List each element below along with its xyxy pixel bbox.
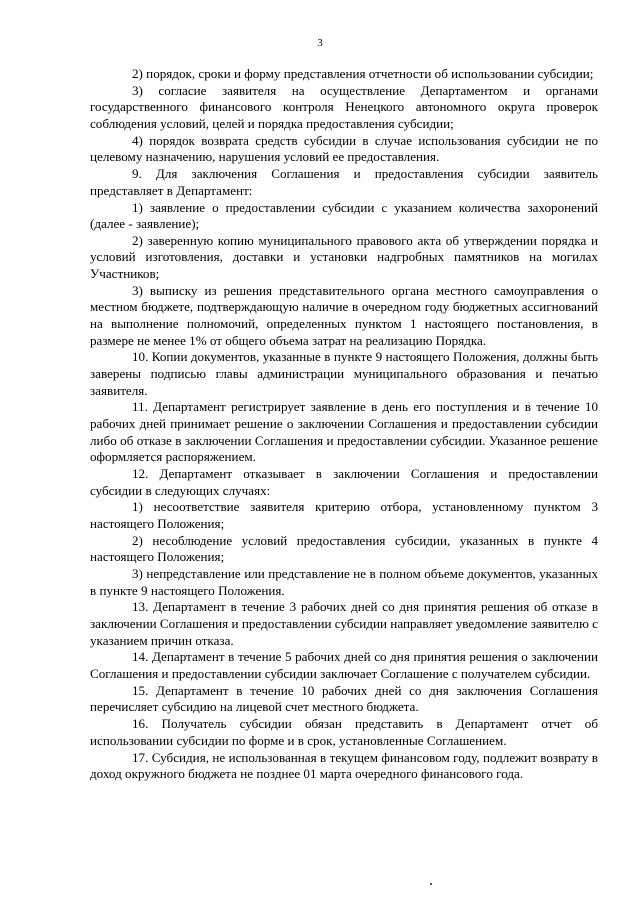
paragraph: 14. Департамент в течение 5 рабочих дней со дня принятия решения о заключении Соглашения и предоставлении субсидии заключает Соглашение с получателем субсидии. — [90, 649, 598, 681]
paragraph: 2) несоблюдение условий предоставления субсидии, указанных в пункте 4 настоящего Положения; — [90, 532, 598, 565]
paragraph: 15. Департамент в течение 10 рабочих дней со дня заключения Соглашения перечисляет субсидию на лицевой счет местного бюджета. — [90, 682, 598, 715]
paragraph: 1) заявление о предоставлении субсидии с указанием количества захоронений (далее - заявление); — [90, 199, 598, 232]
scan-speck — [430, 883, 432, 885]
paragraph: 3) непредставление или представление не в полном объеме документов, указанных в пункте 9 настоящего Положения. — [90, 566, 598, 598]
paragraph: 4) порядок возврата средств субсидии в случае использования субсидии не по целевому назначению, нарушения условий ее предоставления. — [90, 132, 598, 165]
paragraph: 16. Получатель субсидии обязан представить в Департамент отчет об использовании субсидии по форме и в срок, установленные Соглашением. — [90, 716, 598, 748]
paragraph: 2) заверенную копию муниципального правового акта об утверждении порядка и условий изготовления, доставки и установки надгробных памятников на могилах Участников; — [90, 232, 598, 282]
document-body — [90, 66, 598, 783]
paragraph: 10. Копии документов, указанные в пункте 9 настоящего Положения, должны быть заверены подписью главы администрации муниципального образования и печатью заявителя. — [90, 349, 598, 398]
paragraph: 9. Для заключения Соглашения и предоставления субсидии заявитель представляет в Департамент: — [90, 166, 598, 198]
paragraph: 13. Департамент в течение 3 рабочих дней со дня принятия решения об отказе в заключении Соглашения и предоставлении субсидии направляет уведомление заявителю с указанием причин отказа. — [90, 599, 598, 648]
paragraph: 17. Субсидия, не использованная в текущем финансовом году, подлежит возврату в доход окружного бюджета не позднее 01 марта очередного финансового года. — [90, 749, 598, 782]
page-number: 3 — [317, 37, 323, 49]
paragraph: 3) согласие заявителя на осуществление Департаментом и органами государственного финансового контроля Ненецкого автономного округа проверок соблюдения условий, целей и порядка предоставления субсидии; — [90, 82, 598, 131]
paragraph: 12. Департамент отказывает в заключении Соглашения и предоставлении субсидии в следующих случаях: — [90, 465, 598, 498]
paragraph: 11. Департамент регистрирует заявление в день его поступления и в течение 10 рабочих дней принимает решение о заключении Соглашения и предоставлении субсидии либо об отказе в заключении Соглашения и предоставлении субсидии. Указанное решение оформляется распоряжением. — [90, 399, 598, 465]
paragraph: 1) несоответствие заявителя критерию отбора, установленному пунктом 3 настоящего Положения; — [90, 499, 598, 531]
paragraph: 2) порядок, сроки и форму представления отчетности об использовании субсидии; — [132, 66, 594, 81]
paragraph: 3) выписку из решения представительного органа местного самоуправления о местном бюджете, подтверждающую наличие в очередном году бюджетных ассигнований на выполнение полномочий, определенных пунктом 1 настоящего постановления, в размере не менее 1% от общего объема затрат на реализацию Порядка. — [90, 282, 598, 348]
